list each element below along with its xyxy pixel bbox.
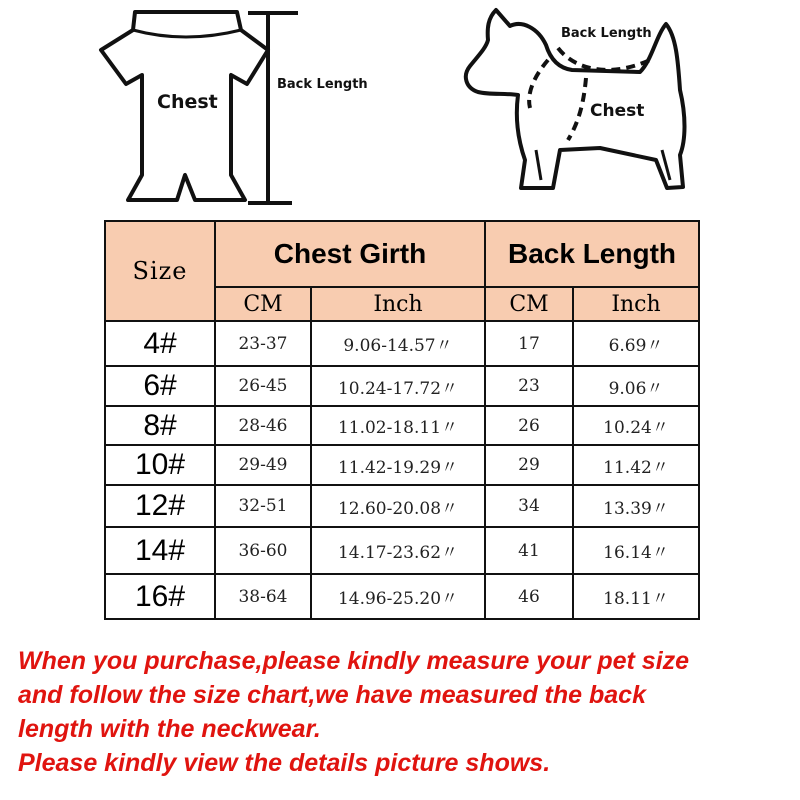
chest-inch-cell: 14.96-25.20〃 (311, 574, 485, 619)
back-inch-cell: 13.39〃 (573, 485, 699, 527)
chest-inch-cell: 12.60-20.08〃 (311, 485, 485, 527)
subheader-chest-inch: Inch (311, 287, 485, 321)
back-cm-cell: 23 (485, 366, 573, 406)
chest-inch-cell: 11.02-18.11〃 (311, 406, 485, 445)
back-inch-cell: 18.11〃 (573, 574, 699, 619)
back-cm-cell: 29 (485, 445, 573, 485)
size-cell: 12# (105, 485, 215, 527)
chest-cm-cell: 28-46 (215, 406, 311, 445)
table-row (105, 445, 699, 485)
note-line: When you purchase,please kindly measure your pet size (18, 647, 690, 675)
size-cell: 14# (105, 527, 215, 574)
chest-inch-cell: 9.06-14.57〃 (311, 321, 485, 366)
back-inch-cell: 9.06〃 (573, 366, 699, 406)
garment-back-length-label: Back Length (277, 77, 368, 92)
table-row (105, 321, 699, 366)
header-back-length: Back Length (485, 221, 699, 287)
chest-cm-cell: 32-51 (215, 485, 311, 527)
chest-cm-cell: 38-64 (215, 574, 311, 619)
back-inch-cell: 16.14〃 (573, 527, 699, 574)
chest-cm-cell: 23-37 (215, 321, 311, 366)
measurement-illustrations (0, 0, 800, 215)
back-cm-cell: 34 (485, 485, 573, 527)
chest-inch-cell: 10.24-17.72〃 (311, 366, 485, 406)
table-row (105, 366, 699, 406)
chest-inch-cell: 14.17-23.62〃 (311, 527, 485, 574)
chest-cm-cell: 26-45 (215, 366, 311, 406)
size-cell: 6# (105, 366, 215, 406)
table-row (105, 485, 699, 527)
purchase-notes (18, 644, 793, 780)
back-cm-cell: 26 (485, 406, 573, 445)
dog-back-length-label: Back Length (561, 26, 652, 41)
back-inch-cell: 11.42〃 (573, 445, 699, 485)
chest-cm-cell: 36-60 (215, 527, 311, 574)
back-cm-cell: 17 (485, 321, 573, 366)
size-cell: 8# (105, 406, 215, 445)
subheader-back-inch: Inch (573, 287, 699, 321)
table-row (105, 574, 699, 619)
table-header-row (105, 221, 699, 287)
chest-cm-cell: 29-49 (215, 445, 311, 485)
size-cell: 4# (105, 321, 215, 366)
size-chart-table (104, 220, 700, 620)
subheader-chest-cm: CM (215, 287, 311, 321)
size-cell: 16# (105, 574, 215, 619)
header-chest-girth: Chest Girth (215, 221, 485, 287)
back-cm-cell: 46 (485, 574, 573, 619)
note-line: length with the neckwear. (18, 715, 321, 743)
table-row (105, 406, 699, 445)
garment-chest-label: Chest (157, 91, 218, 113)
back-cm-cell: 41 (485, 527, 573, 574)
dog-chest-label: Chest (590, 101, 645, 121)
note-line: and follow the size chart,we have measured the back (18, 681, 646, 709)
back-inch-cell: 6.69〃 (573, 321, 699, 366)
subheader-back-cm: CM (485, 287, 573, 321)
note-line: Please kindly view the details picture shows. (18, 749, 551, 777)
size-cell: 10# (105, 445, 215, 485)
table-row (105, 527, 699, 574)
back-inch-cell: 10.24〃 (573, 406, 699, 445)
chest-inch-cell: 11.42-19.29〃 (311, 445, 485, 485)
header-size: Size (105, 221, 215, 321)
